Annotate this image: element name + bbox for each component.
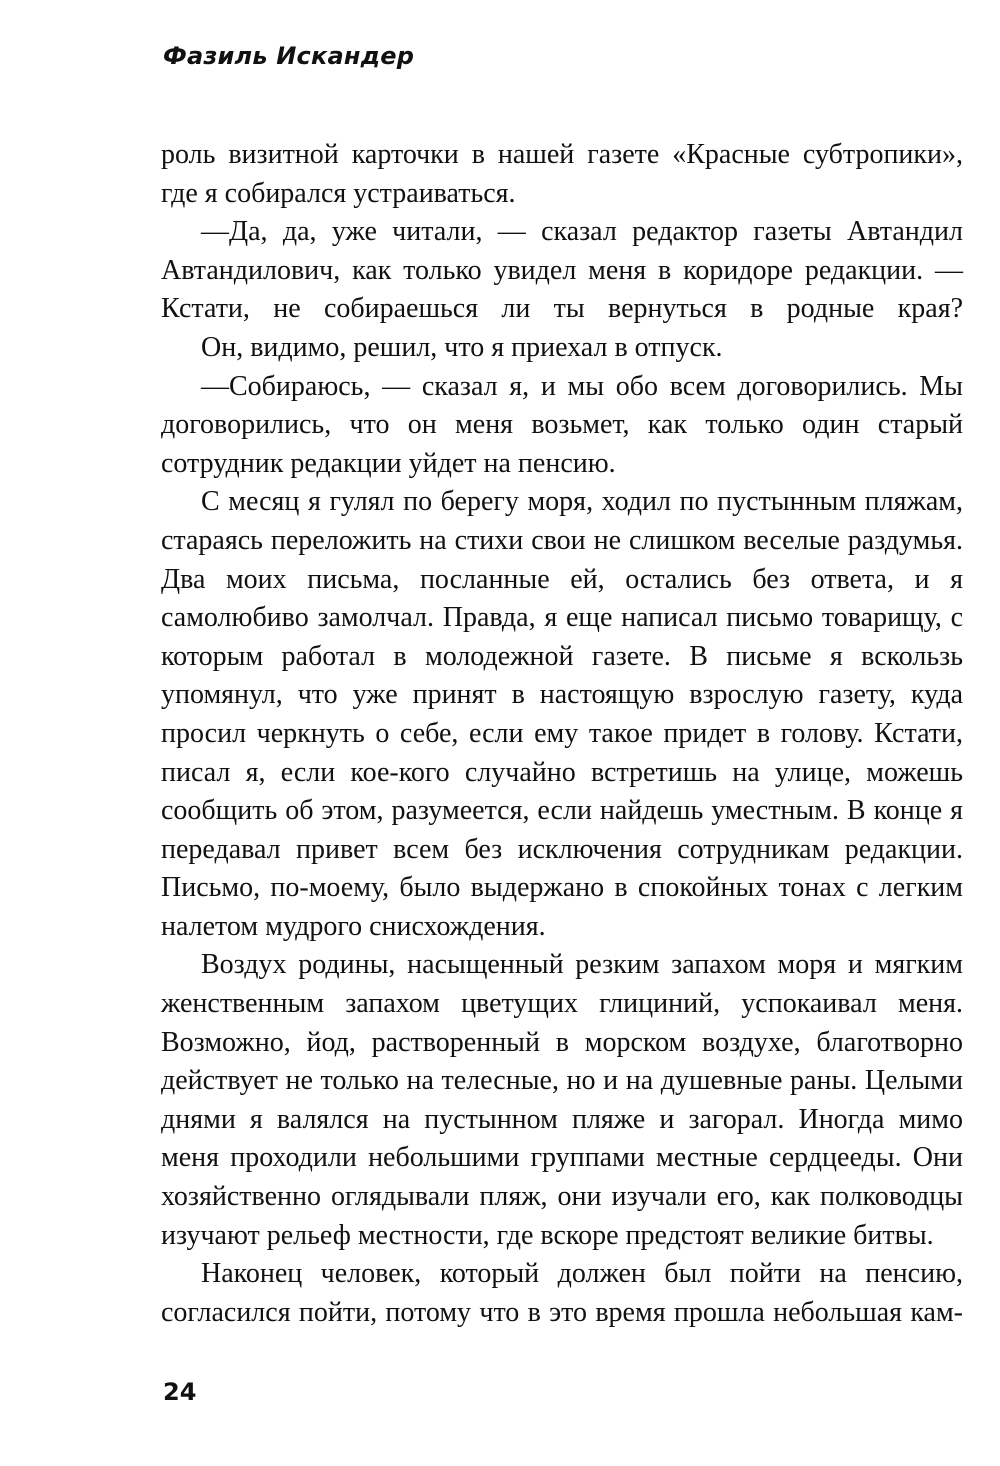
paragraph: —Собираюсь, — сказал я, и мы обо всем договорились. Мы договорились, что он меня возьмет, как только один старый сотрудник редакции уйдет на пенсию. [161, 370, 963, 479]
paragraph: Воздух родины, насыщенный резким запахом моря и мягким женственным запахом цветущих глициний, успокаивал меня. Возможно, йод, растворенный в морском воздухе, благотворно действует не только на телесные, но и на душевные раны. Целыми днями я валялся на пустынном пляже и загорал. Иногда мимо меня проходили небольшими группами местные сердцееды. Они хозяйственно оглядывали пляж, они изучали его, как полководцы изучают рельеф местности, где вскоре предстоят великие битвы. [161, 949, 963, 1251]
paragraph: —Да, да, уже читали, — сказал редактор газеты Автандил Автандилович, как только увидел меня в коридоре редакции. — Кстати, не собираешься ли ты вернуться в родные края? [161, 216, 963, 325]
page-number: 24 [163, 1378, 197, 1406]
body-text [161, 136, 963, 1332]
paragraph: роль визитной карточки в нашей газете «Красные субтропики», где я собирался устраиваться. [161, 139, 963, 209]
paragraph: Он, видимо, решил, что я приехал в отпуск. [201, 331, 723, 363]
paragraph: С месяц я гулял по берегу моря, ходил по пустынным пляжам, стараясь переложить на стихи свои не слишком веселые раздумья. Два моих письма, посланные ей, остались без ответа, и я самолюбиво замолчал. Правда, я еще написал письмо товарищу, с которым работал в молодежной газете. В письме я вскользь упомянул, что уже принят в настоящую взрослую газету, куда просил черкнуть о себе, если ему такое придет в голову. Кстати, писал я, если кое-кого случайно встретишь на улице, можешь сообщить об этом, разумеется, если найдешь уместным. В конце я передавал привет всем без исключения сотрудникам редакции. Письмо, по-моему, было выдержано в спокойных тонах с легким налетом мудрого снисхождения. [161, 486, 963, 942]
paragraph: Наконец человек, который должен был пойти на пенсию, согласился пойти, потому что в это время прошла небольшая кам- [161, 1258, 963, 1328]
running-head-author: Фазиль Искандер [163, 42, 415, 70]
